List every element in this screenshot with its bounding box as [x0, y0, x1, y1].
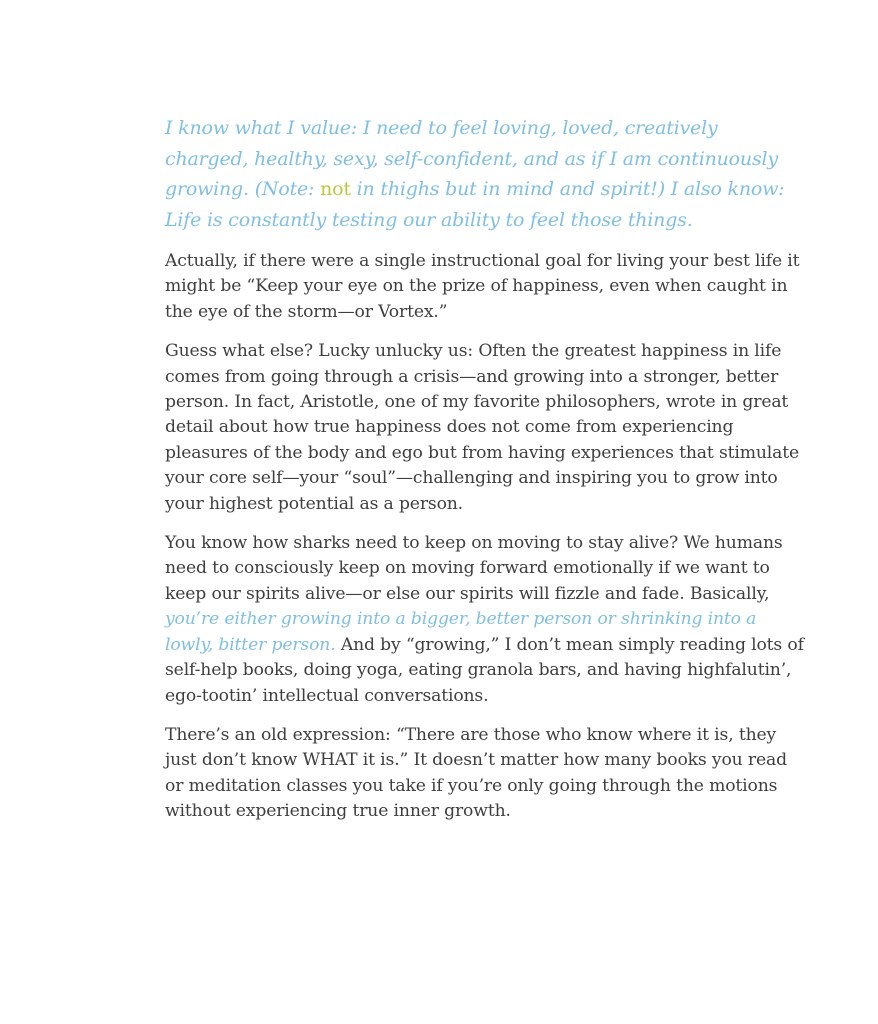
paragraph-3-after: And by “growing,” I don’t mean simply reading lots of self-help books, doing yoga, eating granola bars, and having highfalutin’, ego-tootin’ intellectual conversations. [165, 634, 804, 706]
paragraph-3-emphasis: you’re either growing into a bigger, better person or shrinking into a lowly, bitter person. [165, 609, 757, 655]
paragraph-3 [165, 531, 805, 709]
pull-quote-part2: in thighs but in mind and spirit!) I also know: Life is constantly testing our ability to feel those things. [165, 178, 785, 231]
pull-quote [165, 113, 805, 235]
paragraph-4: There’s an old expression: “There are those who know where it is, they just don’t know WHAT it is.” It doesn’t matter how many books you read or meditation classes you take if you’re only going through the motions without experiencing true inner growth. [165, 724, 787, 822]
paragraph-3-before: You know how sharks need to keep on moving to stay alive? We humans need to consciously keep on moving forward emotionally if we want to keep our spirits alive—or else our spirits will fizzle and fade. Basically, [165, 533, 783, 604]
paragraph-1: Actually, if there were a single instructional goal for living your best life it might be “Keep your eye on the prize of happiness, even when caught in the eye of the storm—or Vortex.” [165, 251, 800, 322]
pull-quote-part1: I know what I value: I need to feel loving, loved, creatively charged, healthy, sexy, self-confident, and as if I am continuously growing. (Note: [165, 117, 778, 200]
paragraph-2: Guess what else? Lucky unlucky us: Often the greatest happiness in life comes from going through a crisis—and growing into a stronger, better person. In fact, Aristotle, one of my favorite philosophers, wrote in great detail about how true happiness does not come from experiencing pleasures of the body and ego but from having experiences that stimulate your core self—your “soul”—challenging and inspiring you to grow into your highest potential as a person. [165, 341, 800, 514]
pull-quote-highlight: not [320, 178, 351, 200]
page-content [165, 113, 805, 839]
